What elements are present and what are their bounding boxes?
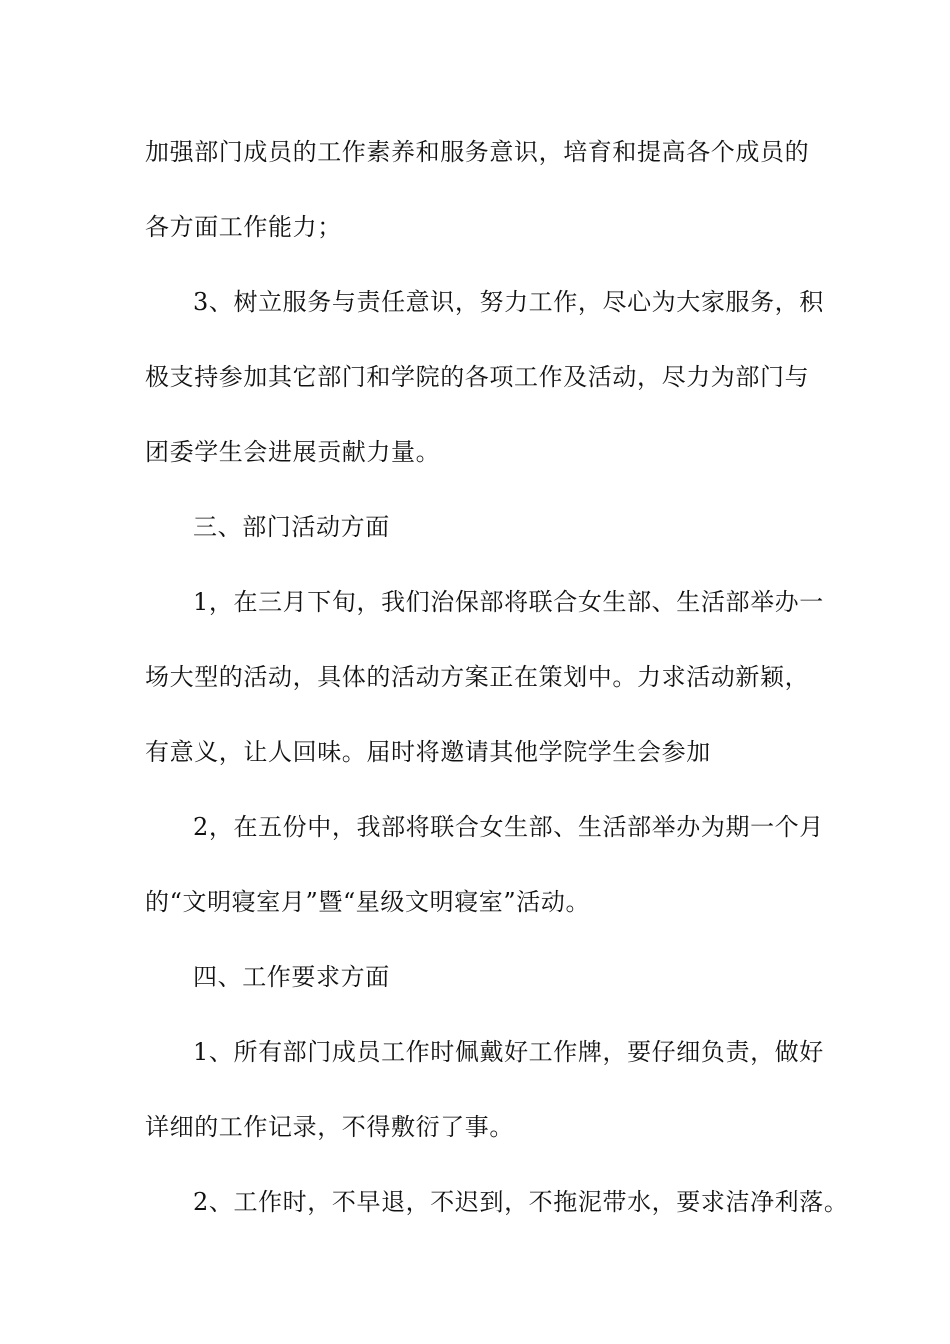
paragraph-line: 1、所有部门成员工作时佩戴好工作牌，要仔细负责，做好	[193, 1038, 824, 1066]
paragraph-line: 3、树立服务与责任意识，努力工作，尽心为大家服务，积	[193, 288, 824, 316]
paragraph-line: 1，在三月下旬，我们治保部将联合女生部、生活部举办一	[193, 588, 824, 616]
paragraph-line: 的“文明寝室月”暨“星级文明寝室”活动。	[145, 888, 591, 916]
paragraph-line: 2，在五份中，我部将联合女生部、生活部举办为期一个月	[193, 813, 824, 841]
paragraph-line: 极支持参加其它部门和学院的各项工作及活动，尽力为部门与	[145, 363, 810, 391]
paragraph-line: 场大型的活动，具体的活动方案正在策划中。力求活动新颖，	[145, 663, 810, 691]
section-heading: 四、工作要求方面	[193, 963, 390, 991]
paragraph-line: 详细的工作记录，不得敷衍了事。	[145, 1113, 514, 1141]
paragraph-line: 团委学生会进展贡献力量。	[145, 438, 441, 466]
paragraph-line: 加强部门成员的工作素养和服务意识，培育和提高各个成员的	[145, 138, 810, 166]
paragraph-line: 2、工作时，不早退，不迟到，不拖泥带水，要求洁净利落。	[193, 1188, 849, 1216]
paragraph-line: 有意义，让人回味。届时将邀请其他学院学生会参加	[145, 738, 711, 766]
section-heading: 三、部门活动方面	[193, 513, 390, 541]
paragraph-line: 各方面工作能力；	[145, 213, 342, 241]
